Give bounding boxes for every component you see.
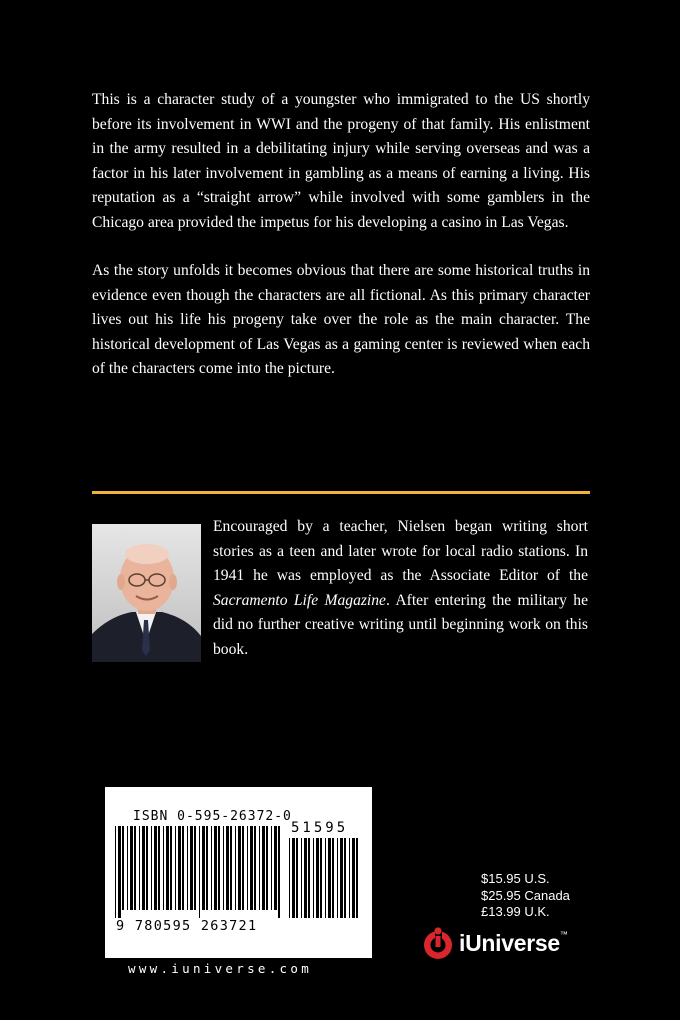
blurb-paragraph-1: This is a character study of a youngster who immigrated to the US shortly before its involvement in WWI and the progeny of that family. His enlistment in the army resulted in a debilitating injury while serving overseas and was a factor in his later involvement in gambling as a means of earning a living. His reputation as a “straight arrow” while involved with some gamblers in the Chicago area provided the impetus for his developing a casino in Las Vegas. <box>92 91 590 231</box>
author-portrait-image <box>92 524 201 662</box>
ean-barcode-bars <box>115 826 281 918</box>
magazine-title: Sacramento Life Magazine <box>213 591 386 609</box>
author-bio <box>213 515 588 662</box>
price-us: $15.95 U.S. <box>481 871 550 886</box>
publisher-name-text: iUniverse <box>459 929 560 956</box>
price-code-label: 51595 <box>291 820 349 836</box>
publisher-logo <box>423 926 568 960</box>
price-canada: $25.95 Canada <box>481 887 570 903</box>
iuniverse-logo-icon <box>423 926 453 960</box>
price-list <box>481 871 570 921</box>
price-uk: £13.99 U.K. <box>481 904 550 919</box>
ean-digits: 9 780595 263721 <box>116 918 258 934</box>
isbn-barcode <box>105 787 372 958</box>
divider-rule <box>92 491 590 494</box>
trademark-symbol: ™ <box>559 929 568 939</box>
isbn-label: ISBN 0-595-26372-0 <box>133 809 292 824</box>
publisher-website: www.iuniverse.com <box>128 961 313 976</box>
back-cover-blurb <box>92 88 590 406</box>
author-bio-text-2: . After entering the military he did no further creative writing until beginning work on this book. <box>213 591 588 658</box>
author-photo <box>92 524 201 662</box>
author-bio-text-1: Encouraged by a teacher, Nielsen began writing short stories as a teen and later wrote for local radio stations. In 1941 he was employed as the Associate Editor of the <box>213 518 588 584</box>
blurb-paragraph-2: As the story unfolds it becomes obvious that there are some historical truths in evidence even though the characters are all fictional. As this primary character lives out his life his progeny take over the role as the main character. The historical development of Las Vegas as a gaming center is reviewed when each of the characters come into the picture. <box>92 262 590 377</box>
publisher-name <box>459 930 568 957</box>
price-addon-barcode-bars <box>289 838 361 918</box>
